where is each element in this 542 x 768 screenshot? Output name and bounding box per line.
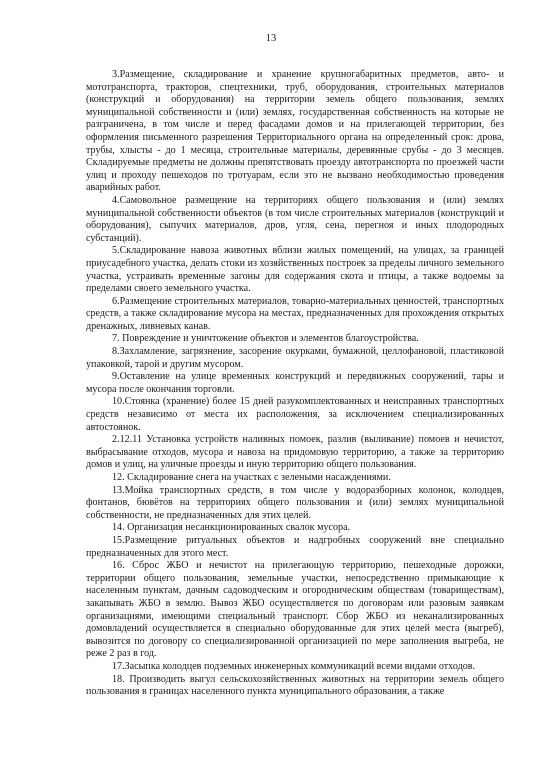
- paragraph-12-snow-storage: 12. Складирование снега на участках с зелеными насаждениями.: [112, 472, 391, 483]
- paragraph-10-vehicle-parking: 10.Стоянка (хранение) более 15 дней разукомплектованных и неисправных транспортных средств независимо от места их расположения, за исключением специализированных автостоянок.: [86, 396, 504, 433]
- paragraph-7-damage-of-objects: 7. Повреждение и уничтожение объектов и элементов благоустройства.: [112, 333, 419, 345]
- paragraph-4-unauthorized-placement: 4.Самовольное размещение на территориях общего пользования и (или) землях муниципальной собственности объектов (в том числе строительных материалов (конструкций и оборудования), сыпучих материалов, дров, угля, сена, перегноя и иных плодородных субстанций).: [86, 194, 504, 244]
- paragraph-2-12-11-waste-pouring: 2.12.11 Установка устройств наливных помоек, разлив (выливание) помоев и нечистот, выбрасывание отходов, мусора и навоза на придомовую территорию, а также за территорию домов и улиц, на уличные проезды и иную территорию общего пользования.: [86, 434, 504, 471]
- paragraph-9-temporary-structures: 9.Оставление на улице временных конструкций и передвижных сооружений, тары и мусора после окончания торговли.: [86, 371, 504, 395]
- paragraph-5-manure-storage: 5.Складирование навоза животных вблизи жилых помещений, на улицах, за границей приусадебного участка, делать стоки из хозяйственных построек за пределы личного земельного участка, устраивать временные загоны для содержания скота и птицы, а также водоемы за пределами своего земельного участка.: [86, 245, 504, 295]
- paragraph-18-animal-grazing: 18. Производить выгул сельскохозяйственных животных на территории земель общего пользования в границах населенного пункта муниципального образования, а также: [86, 673, 504, 698]
- page-body: [86, 69, 504, 699]
- paragraph-8-littering: 8.Захламление, загрязнение, засорение окурками, бумажной, целлофановой, пластиковой упаковкой, тарой и другим мусором.: [86, 346, 504, 370]
- paragraph-14-illegal-dumps: 14. Организация несанкционированных свалок мусора.: [112, 522, 351, 534]
- paragraph-3-bulky-items-storage: 3.Размещение, складирование и хранение крупногабаритных предметов, авто- и мототранспорта, тракторов, спецтехники, труб, оборудования, строительных материалов (конструкций и оборудования) на территории земель общего пользования, землях муниципальной собственности и (или) землях, государственная собственность на которые не разграничена, в том числе и перед фасадами домов и на прилегающей территории, без оформления письменного разрешения Территориального органа на определенный срок: дрова, трубы, хлысты - до 1 месяца, строительные материалы, деревянные срубы - до 3 месяцев. Складируемые предметы не должны препятствовать проезду автотранспорта по проезжей части улиц и проходу пешеходов по тротуарам, если это не вызвано необходимостью проведения аварийных работ.: [86, 69, 504, 194]
- page-number: 13: [265, 33, 277, 44]
- paragraph-17-well-filling: 17.Засыпка колодцев подземных инженерных коммуникаций всеми видами отходов.: [112, 660, 476, 672]
- paragraph-15-ritual-objects: 15.Размещение ритуальных объектов и надгробных сооружений вне специально предназначенных для этого мест.: [86, 534, 504, 559]
- paragraph-13-vehicle-washing: 13.Мойка транспортных средств, в том числе у водоразборных колонок, колодцев, фонтанов, бювётов на территориях общего пользования и (или) землях муниципальной собственности, не предназначенных для этих целей.: [86, 484, 504, 521]
- paragraph-16-sewage-discharge: 16. Сброс ЖБО и нечистот на прилегающую территорию, пешеходные дорожки, территории общего пользования, земельные участки, непосредственно примыкающие к населенным пунктам, дачным садоводческим и огородническим обществам (товариществам), закапывать ЖБО в землю. Вывоз ЖБО осуществляется по договорам или разовым заявкам организациями, имеющими специальный транспорт. Сбор ЖБО из неканализированных домовладений осуществляется в специально оборудованные для этих целей места (выгреб), вывозится по договору со специализированной организацией по мере заполнения выгреба, не реже 2 раз в год.: [86, 560, 504, 660]
- paragraph-6-building-materials: 6.Размещение строительных материалов, товарно-материальных ценностей, транспортных средств, а также складирование мусора на местах, предназначенных для прохождения открытых дренажных, ливневых канав.: [86, 295, 504, 332]
